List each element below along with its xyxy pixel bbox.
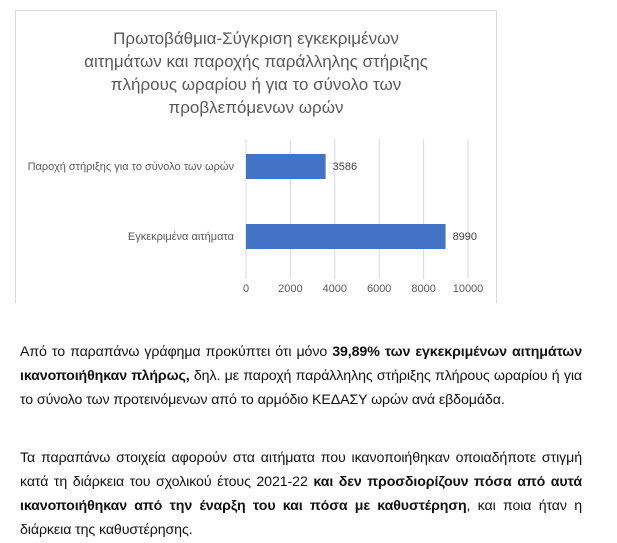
data-label: 8990 bbox=[452, 231, 478, 243]
paragraph-text: Από το παραπάνω γράφημα προκύπτει ότι μόνο bbox=[20, 344, 333, 360]
paragraph-1 bbox=[20, 340, 582, 412]
x-tick-label: 0 bbox=[242, 283, 250, 295]
paragraph-text: Τα παραπάνω στοιχεία αφορούν στα αιτήματα που ικανοποιήθηκαν οποιαδήποτε στιγμή κατά τη διάρκεια του σχολικού έτους 2021-22 bbox=[20, 450, 582, 490]
chart-title-line: προβλεπόμενων ωρών bbox=[168, 98, 344, 117]
paragraph-text: , και ποια ήταν η διάρκεια της καθυστέρησης. bbox=[20, 498, 582, 538]
x-tick-label: 8000 bbox=[411, 283, 436, 295]
chart-title-line: αιτημάτων και παροχής παράλληλης στήριξης bbox=[84, 52, 428, 71]
paragraph-bold-text: 39,89% των εγκεκριμένων αιτημάτων ικανοποιήθηκαν πλήρως, bbox=[20, 344, 582, 384]
paragraph-2 bbox=[20, 446, 582, 542]
chart-title-line: πλήρους ωραρίου ή για το σύνολο των bbox=[110, 75, 402, 94]
category-label: Εγκεκριμένα αιτήματα bbox=[127, 231, 234, 243]
x-tick-label: 10000 bbox=[452, 283, 484, 295]
paragraph-text: δηλ. με παροχή παράλληλης στήριξης πλήρους ωραρίου ή για το σύνολο των προτεινόμενων από το αρμόδιο ΚΕΔΑΣΥ ωρών ανά εβδομάδα. bbox=[20, 368, 582, 408]
bar-chart bbox=[15, 10, 497, 303]
x-tick-label: 6000 bbox=[366, 283, 392, 295]
chart-title-line: Πρωτοβάθμια-Σύγκριση εγκεκριμένων bbox=[113, 29, 399, 48]
bar bbox=[246, 154, 326, 179]
bar bbox=[246, 224, 446, 249]
chart-plot-area bbox=[16, 11, 496, 303]
data-label: 3586 bbox=[332, 161, 358, 173]
x-tick-label: 2000 bbox=[278, 283, 303, 295]
x-tick-label: 4000 bbox=[322, 283, 348, 295]
paragraph-bold-text: και δεν προσδιορίζουν πόσα από αυτά ικανοποιήθηκαν από την έναρξη του και πόσα με καθυστέρηση bbox=[20, 474, 582, 514]
category-label: Παροχή στήριξης για το σύνολο των ωρών bbox=[27, 161, 234, 173]
